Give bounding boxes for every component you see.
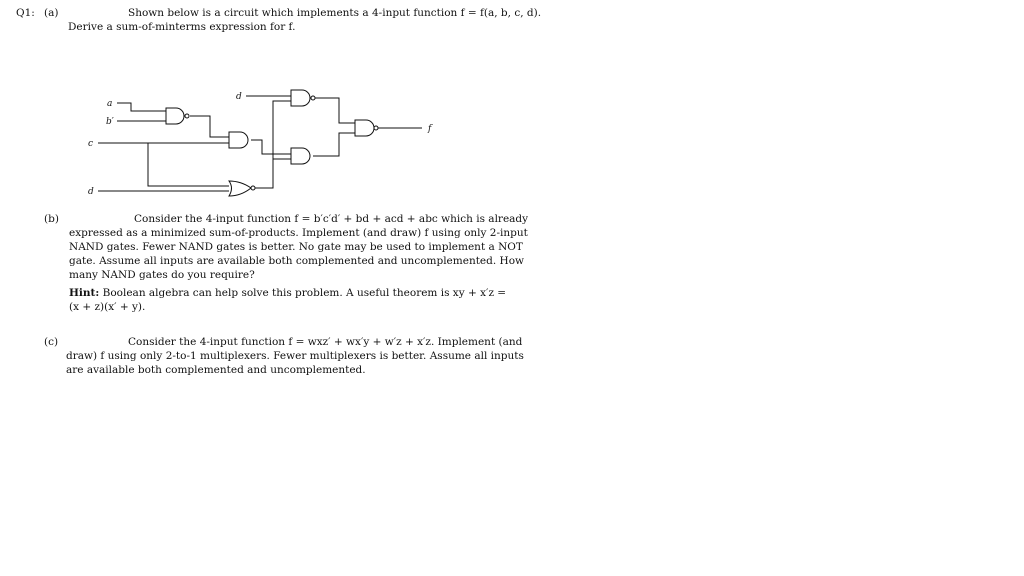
nand-gate-6-bubble [374, 126, 378, 130]
nand-gate-6 [355, 120, 374, 136]
part-a-label: (a) [44, 7, 59, 19]
part-a-line-2: Derive a sum-of-minterms expression for f. [68, 21, 296, 33]
nor-gate-4 [229, 181, 251, 196]
wire-c-branch [148, 143, 229, 186]
and-gate-5 [291, 148, 310, 164]
part-c-line-2: draw) f using only 2-to-1 multiplexers. Fewer multiplexers is better. Assume all inputs [66, 350, 524, 362]
part-b-line-3: NAND gates. Fewer NAND gates is better. No gate may be used to implement a NOT [69, 241, 523, 253]
label-input-d-top: d [236, 92, 242, 102]
part-b-line-4: gate. Assume all inputs are available both complemented and uncomplemented. How [69, 255, 525, 267]
nand-gate-1 [166, 108, 184, 124]
wire-and2-out [251, 140, 291, 154]
part-b-line-1: Consider the 4-input function f = b′c′d′ + bd + acd + abc which is already [134, 213, 529, 225]
hint-label: Hint: [69, 287, 100, 299]
part-b-line-2: expressed as a minimized sum-of-products. Implement (and draw) f using only 2-input [69, 227, 528, 239]
part-b-line-5: many NAND gates do you require? [69, 269, 255, 281]
nand-gate-1-bubble [185, 114, 189, 118]
nand-gate-3 [291, 90, 310, 106]
wire-nand3-out [315, 98, 355, 123]
nor-gate-4-bubble [251, 186, 255, 190]
wire-nor4-out [255, 101, 291, 188]
hint-line-2: (x + z)(x′ + y). [69, 301, 146, 313]
part-a-line-1: Shown below is a circuit which implements a 4-input function f = f(a, b, c, d). [128, 7, 542, 19]
part-c-line-1: Consider the 4-input function f = wxz′ + wx′y + w′z + x′z. Implement (and [128, 336, 523, 348]
wire-a [117, 103, 166, 111]
label-input-c: c [88, 139, 94, 149]
wire-and5-out [313, 133, 355, 156]
part-b-hint [69, 286, 506, 300]
nand-gate-3-bubble [311, 96, 315, 100]
part-b-label: (b) [44, 213, 59, 225]
label-input-d-bottom: d [88, 187, 94, 197]
question-number: Q1: [16, 7, 35, 19]
label-output-f: f [428, 124, 432, 134]
label-input-b-prime: b′ [106, 117, 114, 127]
wire-nand1-out [190, 116, 229, 137]
and-gate-2 [229, 132, 248, 148]
part-c-line-3: are available both complemented and uncomplemented. [66, 364, 366, 376]
part-c-label: (c) [44, 336, 59, 348]
hint-line-1: Boolean algebra can help solve this problem. A useful theorem is xy + x′z = [102, 287, 507, 299]
label-input-a: a [107, 99, 113, 109]
